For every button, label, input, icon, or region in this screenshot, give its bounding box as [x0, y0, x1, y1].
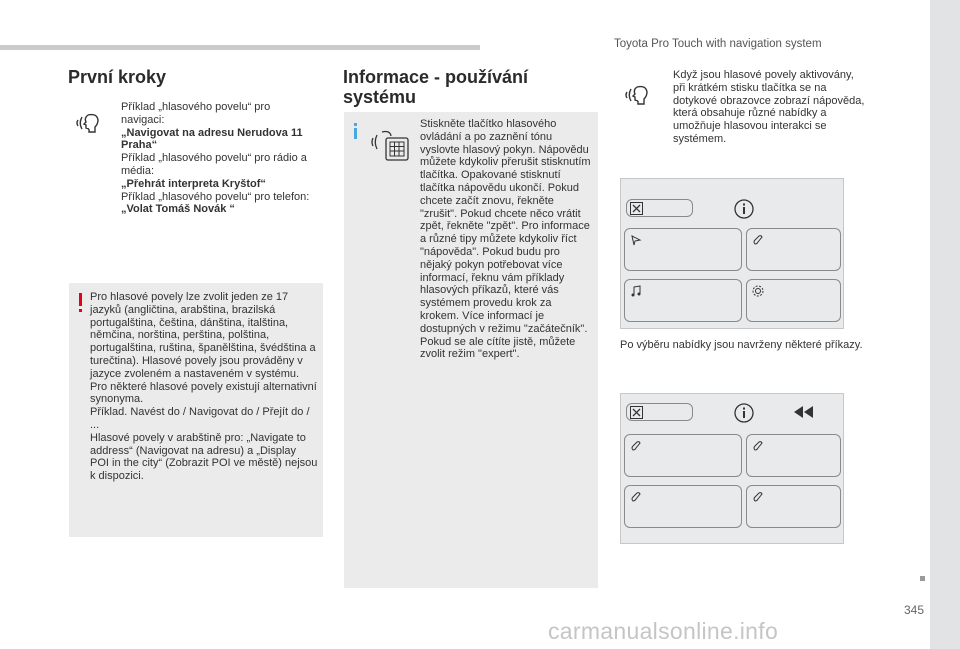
example-nav-command: „Navigovat na adresu Nerudova 11 Praha“ — [121, 126, 303, 152]
info-circle-icon[interactable] — [734, 199, 754, 219]
menu-phone-button[interactable] — [746, 228, 841, 271]
right-text-commands: Po výběru nabídky jsou navrženy některé příkazy. — [620, 339, 863, 351]
phone-icon — [630, 440, 642, 452]
music-icon — [630, 285, 642, 297]
close-button[interactable] — [626, 199, 693, 217]
command-button[interactable] — [746, 485, 841, 528]
menu-media-button[interactable] — [624, 279, 742, 322]
phone-icon — [752, 491, 764, 503]
screen-illustration-2 — [620, 393, 844, 544]
close-button[interactable] — [626, 403, 693, 421]
settings-icon — [752, 285, 764, 297]
header-title: Toyota Pro Touch with navigation system — [614, 38, 822, 50]
navigation-icon — [630, 234, 642, 246]
menu-navigation-button[interactable] — [624, 228, 742, 271]
warning-text — [90, 291, 318, 483]
example-nav-intro: Příklad „hlasového povelu“ pro navigaci: — [121, 101, 271, 126]
close-icon — [630, 406, 643, 419]
warning-icon — [79, 293, 82, 306]
menu-settings-button[interactable] — [746, 279, 841, 322]
voice-command-icon — [75, 110, 105, 136]
phone-icon — [752, 440, 764, 452]
rewind-icon[interactable] — [793, 405, 815, 419]
page-number: 345 — [904, 603, 925, 617]
example-phone-intro: Příklad „hlasového povelu“ pro telefon: — [121, 190, 310, 203]
phone-icon — [630, 491, 642, 503]
info-icon-stem — [354, 128, 357, 139]
heading-info: Informace - používání systému — [343, 67, 529, 107]
voice-command-icon — [624, 82, 654, 108]
page-dot-mark — [920, 576, 925, 581]
voice-button-icon — [370, 124, 412, 164]
command-button[interactable] — [624, 485, 742, 528]
header-rule — [0, 45, 480, 50]
watermark: carmanualsonline.info — [548, 618, 779, 644]
heading-first-steps: První kroky — [68, 67, 167, 87]
page-edge-tab — [930, 0, 960, 649]
warning-line: Hlasové povely v arabštině pro: „Navigate to address“ (Navigovat na adresu) a „Display POI in the city“ (Zobrazit POI ve městě) nejsou k dispozici. — [90, 431, 318, 483]
command-button[interactable] — [624, 434, 742, 477]
warning-line: Pro některé hlasové povely existují alternativní synonyma. — [90, 380, 317, 406]
voice-examples — [121, 101, 311, 216]
command-button[interactable] — [746, 434, 841, 477]
screen-illustration-1 — [620, 178, 844, 329]
example-radio-command: „Přehrát interpreta Kryštof“ — [121, 177, 266, 190]
info-text: Stiskněte tlačítko hlasového ovládání a po zaznění tónu vyslovte hlasový pokyn. Nápovědu můžete kdykoliv přerušit stisknutím tlačítka. Opakované stisknutí tlačítka nápovědu ukončí. Pokud chcete začít znovu, řekněte "zrušit". Pokud chcete něco vrátit zpět, řekněte "zpět". Pro informace a různé tipy můžete kdykoliv říct "nápověda". Pokud budu pro nějaký pokyn potřebovat více informací, řeknu vám příklady hlasových příkazů, které vás systémem provedu krok za krokem. Více informací je dostupných v režimu "začátečník". Pokud se ale cítíte jistě, můžete zvolit režim "expert". — [420, 118, 591, 361]
info-icon — [354, 123, 357, 126]
right-text-help: Když jsou hlasové povely aktivovány, při krátkém stisku tlačítka se na dotykové obrazovce zobrazí nápověda, která obsahuje různé nabídky a umožňuje hlasovou interakci se systémem. — [673, 69, 865, 145]
info-circle-icon[interactable] — [734, 403, 754, 423]
warning-line: Příklad. Navést do / Navigovat do / Přejít do / ... — [90, 406, 310, 431]
example-radio-intro: Příklad „hlasového povelu“ pro rádio a média: — [121, 152, 307, 177]
warning-icon-dot — [79, 309, 82, 312]
warning-line: Pro hlasové povely lze zvolit jeden ze 17 jazyků (angličtina, arabština, brazilská portugalština, čeština, dánština, italština, němčina, norština, perština, polština, portugalština, ruština, španělština, švédština a turečtina). Hlasové povely jsou prováděny v jazyce zvoleném a nastaveném v systému. — [90, 291, 316, 380]
close-icon — [630, 202, 643, 215]
phone-icon — [752, 234, 764, 246]
example-phone-command: „Volat Tomáš Novák “ — [121, 203, 235, 216]
